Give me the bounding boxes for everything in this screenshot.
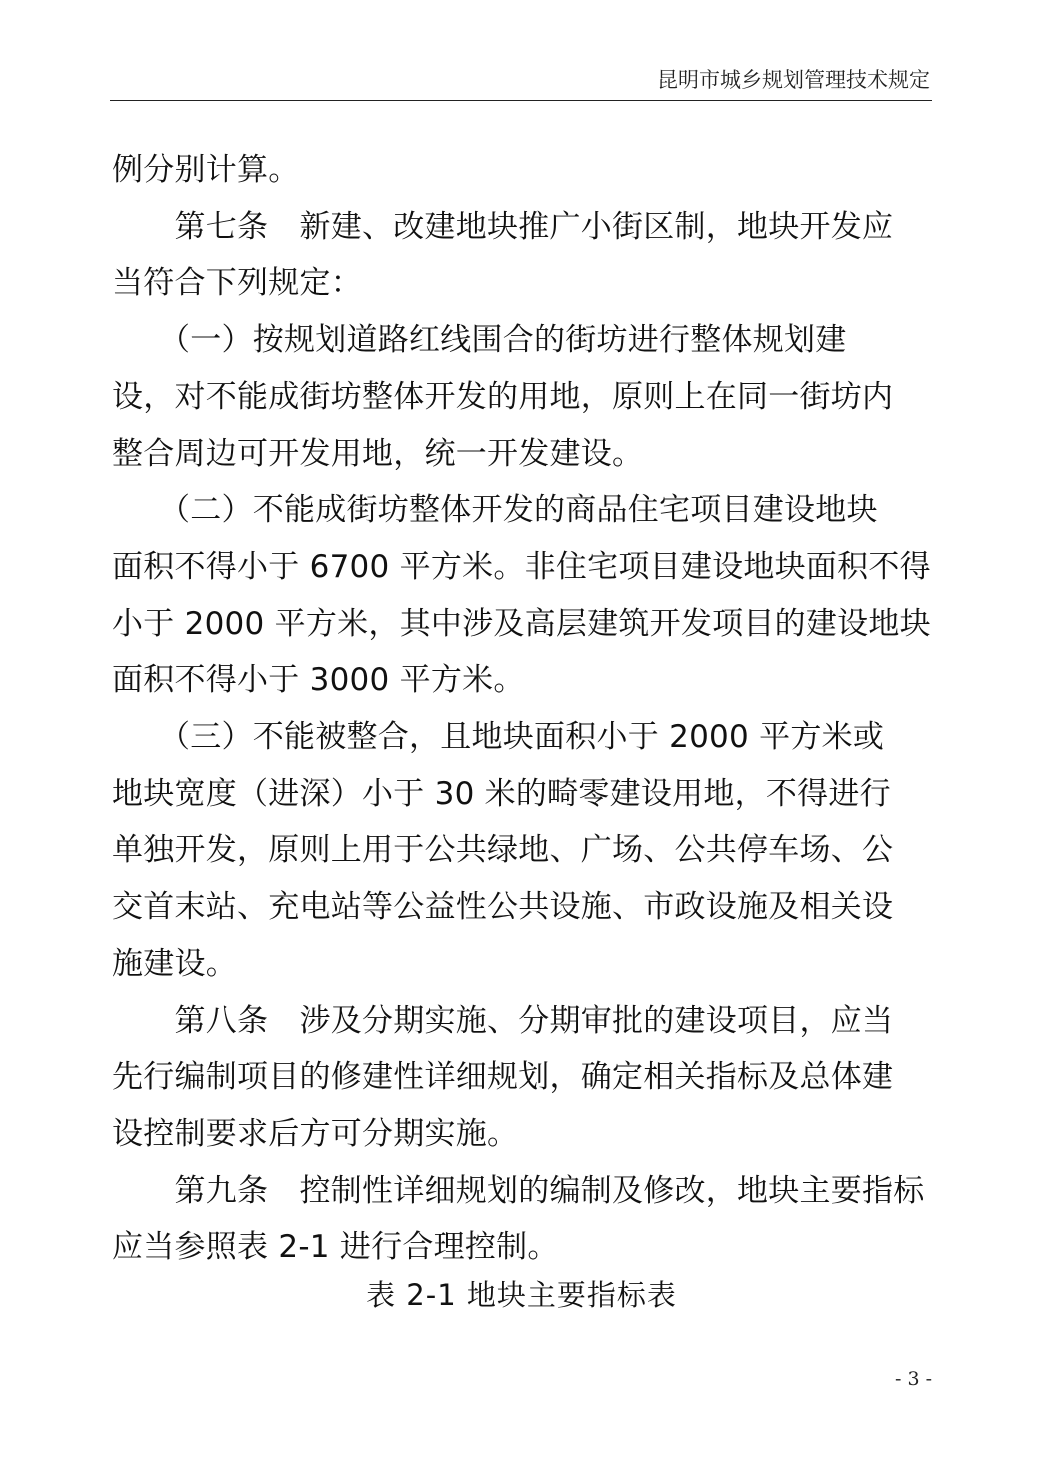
body-line: 先行编制项目的修建性详细规划，确定相关指标及总体建 [112,1059,894,1096]
body-line: 设，对不能成街坊整体开发的用地，原则上在同一街坊内 [112,378,894,415]
body-line: 施建设。 [112,945,237,982]
body-line: 整合周边可开发用地，统一开发建设。 [112,435,644,472]
table-caption: 表 2-1 地块主要指标表 [366,1278,677,1312]
page-header [110,60,932,101]
body-line: （三）不能被整合，且地块面积小于 2000 平方米或 [112,719,885,756]
body-line: 第九条 控制性详细规划的编制及修改，地块主要指标 [112,1172,925,1209]
body-line: 面积不得小于 6700 平方米。非住宅项目建设地块面积不得 [112,548,931,585]
header-title: 昆明市城乡规划管理技术规定 [657,68,930,92]
page-number: - 3 - [894,1368,932,1390]
body-line: 小于 2000 平方米，其中涉及高层建筑开发项目的建设地块 [112,605,931,642]
body-line: 应当参照表 2-1 进行合理控制。 [112,1229,559,1266]
body-line: 单独开发，原则上用于公共绿地、广场、公共停车场、公 [112,832,894,869]
body-line: （一）按规划道路红线围合的街坊进行整体规划建 [112,322,847,359]
body-line: 第七条 新建、改建地块推广小街区制，地块开发应 [112,208,894,245]
body-line: 当符合下列规定： [112,265,362,302]
body-line: 地块宽度（进深）小于 30 米的畸零建设用地，不得进行 [112,775,891,812]
body-line: 交首末站、充电站等公益性公共设施、市政设施及相关设 [112,889,894,926]
body-line: 第八条 涉及分期实施、分期审批的建设项目，应当 [112,1002,894,1039]
body-line: （二）不能成街坊整体开发的商品住宅项目建设地块 [112,492,878,529]
document-body [112,142,934,1276]
body-line: 例分别计算。 [112,152,300,188]
body-line: 面积不得小于 3000 平方米。 [112,662,525,699]
body-line: 设控制要求后方可分期实施。 [112,1115,519,1152]
